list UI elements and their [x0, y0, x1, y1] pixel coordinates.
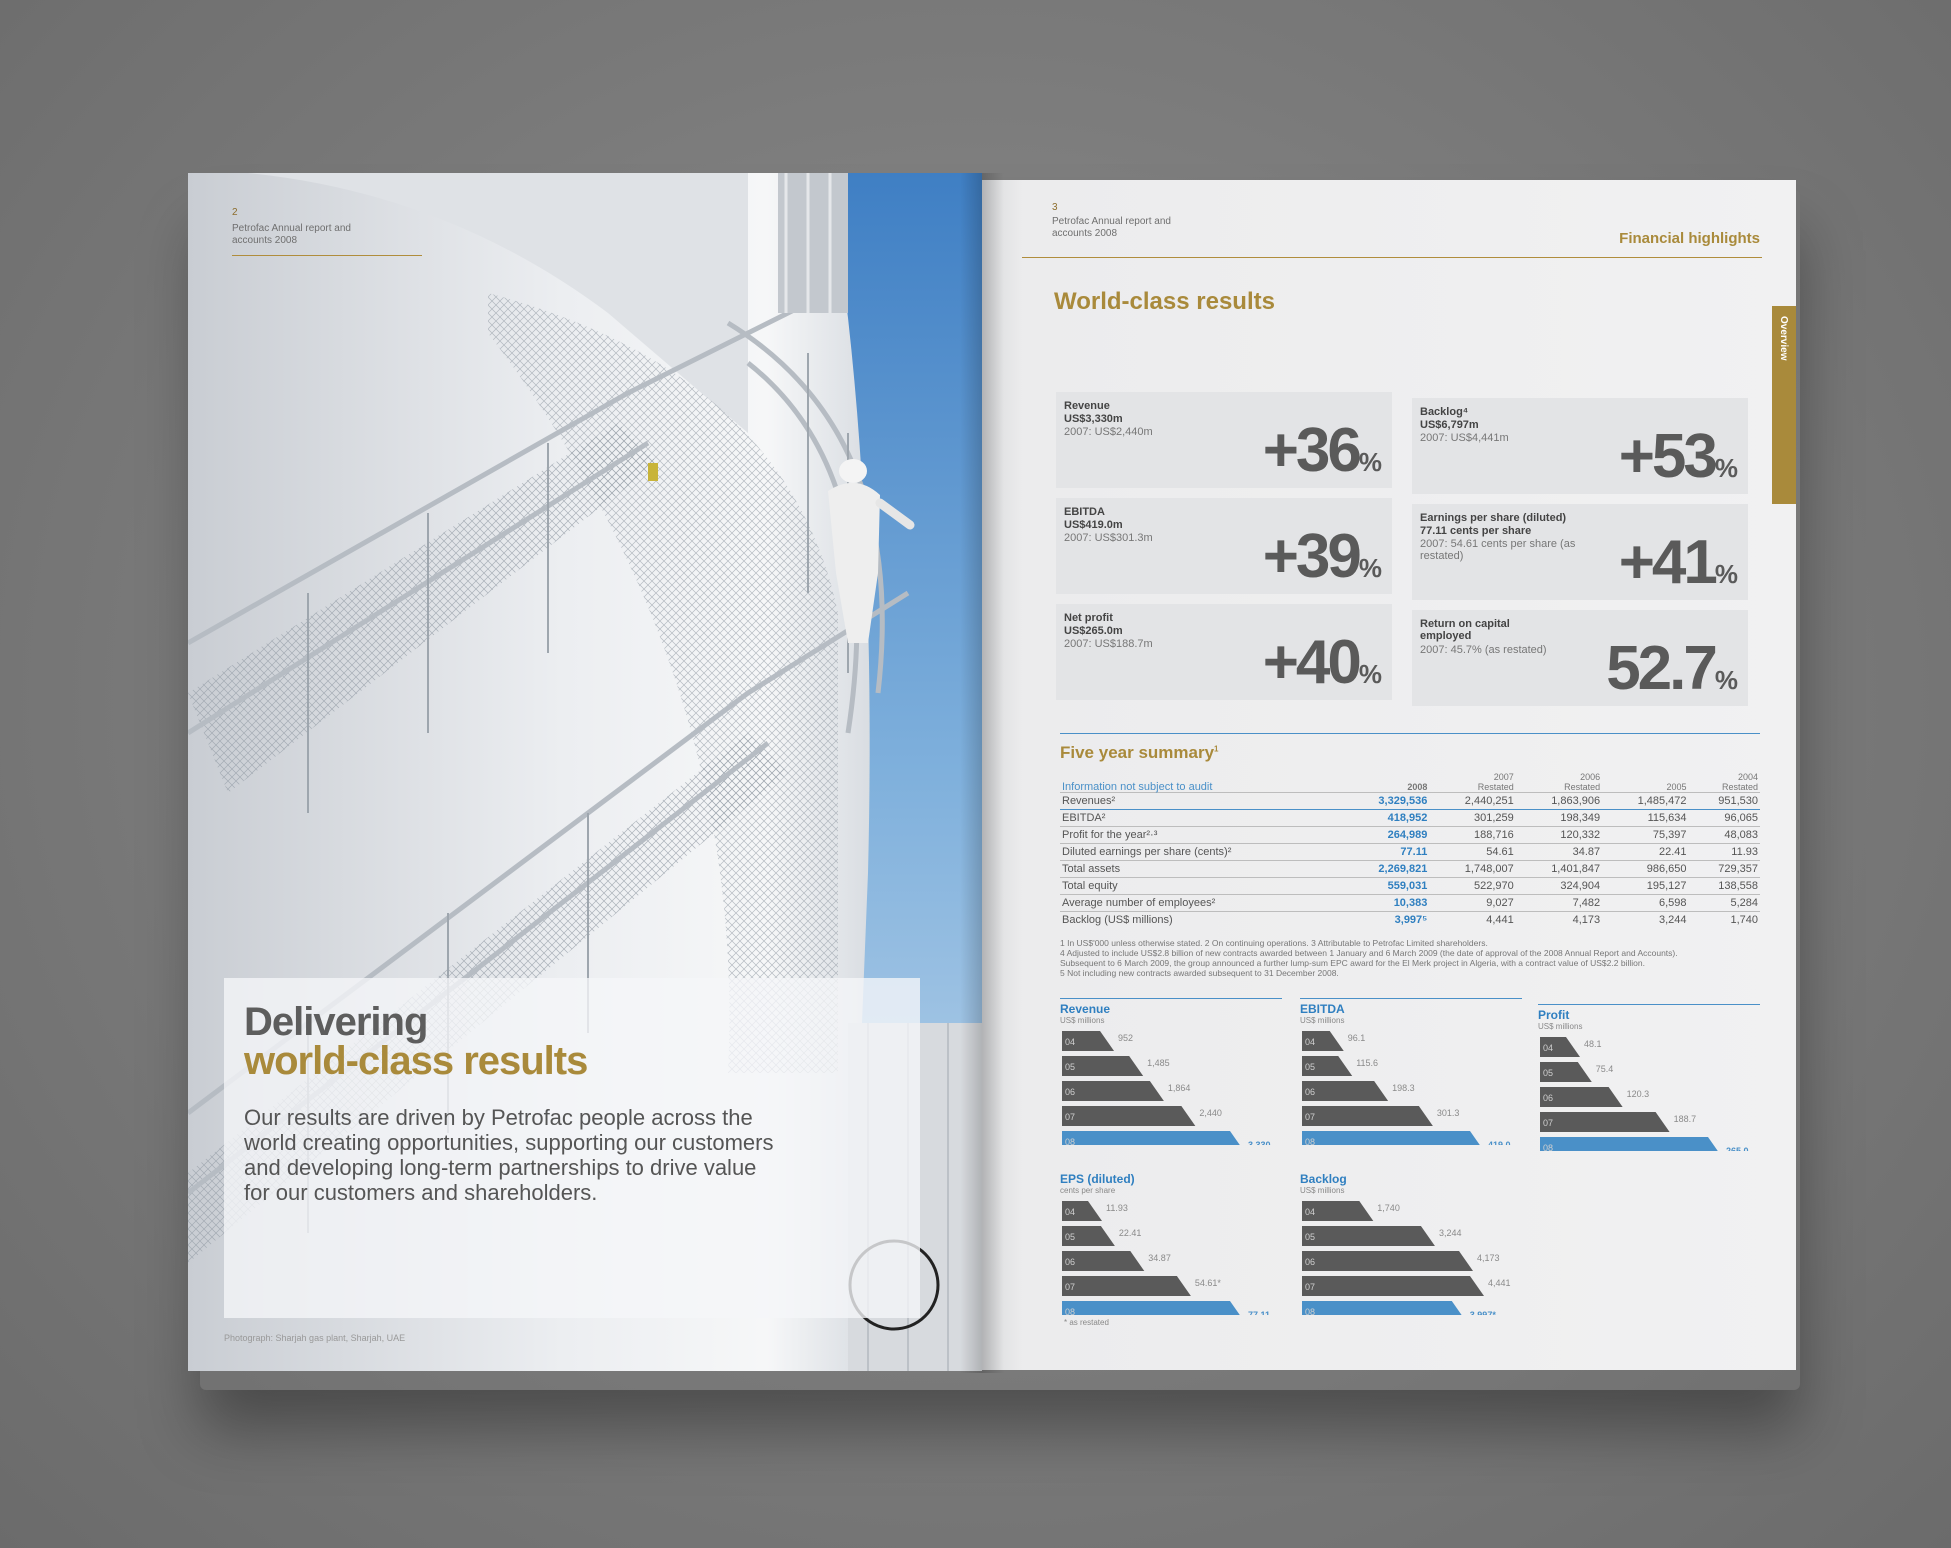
chart-category-label: 05: [1543, 1068, 1554, 1078]
table-cell: 2,269,821: [1343, 861, 1429, 878]
five-year-title: Five year summary$^1$: [1060, 743, 1219, 762]
chart-category-label: 05: [1065, 1232, 1076, 1242]
chart-value-label: 2,440: [1199, 1108, 1222, 1118]
chart-value-label: 115.6: [1356, 1058, 1379, 1068]
chart-category-label: 08: [1065, 1137, 1076, 1145]
table-row: [1060, 861, 1760, 878]
chart-unit: US$ millions: [1300, 1186, 1345, 1195]
chart-value-label: 120.3: [1626, 1089, 1650, 1099]
section-tab-label: Overview: [1778, 316, 1789, 361]
table-cell: 986,650: [1602, 861, 1688, 878]
table-cell: 1,748,007: [1429, 861, 1515, 878]
chart-value-label: 1,485: [1147, 1058, 1170, 1068]
table-cell: 1,401,847: [1516, 861, 1602, 878]
table-cell: 5,284: [1689, 895, 1760, 912]
header-rule: [1022, 257, 1762, 258]
chart-bar: [1062, 1081, 1164, 1101]
table-cell: 75,397: [1602, 827, 1688, 844]
chart-value-label: 22.41: [1118, 1228, 1142, 1238]
table-cell: 951,530: [1689, 793, 1760, 810]
chart-category-label: 08: [1065, 1307, 1076, 1315]
footnote: 5 Not including new contracts awarded subsequent to 31 December 2008.: [1060, 968, 1339, 978]
kpi-label: Return on capital employed: [1420, 618, 1510, 642]
chart-profit-plot: [1538, 1031, 1768, 1151]
kpi-prior: 2007: US$2,440m: [1064, 426, 1153, 438]
chart-value-label: 265.0: [1726, 1146, 1749, 1151]
chart-category-label: 06: [1305, 1087, 1316, 1097]
chart-bar: [1302, 1251, 1473, 1271]
chart-value-label: 1,864: [1167, 1083, 1191, 1093]
kpi-value: US$6,797m: [1420, 419, 1479, 431]
table-row: [1060, 810, 1760, 827]
chart-category-label: 06: [1065, 1087, 1076, 1097]
right-page: [982, 180, 1796, 1370]
chart-category-label: 07: [1543, 1118, 1554, 1128]
chart-value-label: 48.1: [1584, 1039, 1602, 1049]
table-cell: 96,065: [1689, 810, 1760, 827]
chart-value-label: 75.4: [1595, 1064, 1614, 1074]
chart-category-label: 05: [1305, 1232, 1316, 1242]
footnote: 1 In US$'000 unless otherwise stated. 2 On continuing operations. 3 Attributable to Petrofac Limited shareholders.: [1060, 938, 1488, 948]
kpi-change: +40%: [1262, 628, 1382, 697]
table-cell: 4,173: [1516, 912, 1602, 929]
page-title-line2: world-class results: [244, 1039, 588, 1083]
chart-title: EPS (diluted): [1060, 1172, 1135, 1186]
table-cell: 264,989: [1343, 827, 1429, 844]
left-page: [188, 173, 982, 1371]
table-cell: 48,083: [1689, 827, 1760, 844]
chart-backlog: [1300, 1172, 1530, 1320]
table-row: [1060, 912, 1760, 929]
chart-value-label: 54.61*: [1194, 1278, 1221, 1288]
kpi-roce: [1412, 610, 1748, 706]
chart-bar: [1302, 1106, 1433, 1126]
chart-bar: [1540, 1112, 1670, 1132]
table-cell: 3,997⁵: [1343, 912, 1429, 929]
chart-category-label: 04: [1065, 1037, 1076, 1047]
chart-value-label: 11.93: [1106, 1203, 1128, 1213]
kpi-prior: 2007: US$4,441m: [1420, 432, 1509, 444]
chart-bar: [1062, 1106, 1195, 1126]
column-header: 2005: [1666, 782, 1687, 792]
chart-title: Backlog: [1300, 1172, 1347, 1186]
table-cell: 6,598: [1602, 895, 1688, 912]
chart-unit: cents per share: [1060, 1186, 1116, 1195]
chart-category-label: 07: [1305, 1282, 1316, 1292]
chart-title: Revenue: [1060, 1002, 1111, 1016]
chart-value-label: 77.11: [1248, 1310, 1271, 1315]
photo-caption: Photograph: Sharjah gas plant, Sharjah, UAE: [224, 1333, 406, 1343]
chart-bar: [1540, 1137, 1722, 1151]
kpi-change: 52.7%: [1606, 634, 1738, 703]
column-header: 2006 Restated: [1564, 772, 1601, 792]
chart-value-label: 419.0: [1488, 1140, 1511, 1145]
table-cell: 418,952: [1343, 810, 1429, 827]
chart-category-label: 04: [1305, 1207, 1316, 1217]
chart-category-label: 08: [1305, 1137, 1316, 1145]
kpi-eps: [1412, 504, 1748, 600]
table-row: [1060, 793, 1760, 810]
table-cell: 7,482: [1516, 895, 1602, 912]
chart-category-label: 07: [1065, 1112, 1076, 1122]
table-cell: 10,383: [1343, 895, 1429, 912]
kpi-label: Earnings per share (diluted): [1420, 512, 1567, 524]
section-tab: [1772, 306, 1796, 504]
table-cell: 11.93: [1689, 844, 1760, 861]
chart-category-label: 08: [1543, 1143, 1554, 1151]
row-label: Backlog (US$ millions): [1060, 912, 1343, 929]
page-number: 2: [232, 207, 238, 218]
kpi-backlog: [1412, 398, 1748, 494]
chart-unit: US$ millions: [1060, 1016, 1105, 1025]
table-cell: 1,863,906: [1516, 793, 1602, 810]
table-cell: 324,904: [1516, 878, 1602, 895]
kpi-prior: 2007: 45.7% (as restated): [1420, 644, 1547, 656]
table-cell: 34.87: [1516, 844, 1602, 861]
kpi-value: US$265.0m: [1064, 625, 1123, 637]
kpi-net-profit: [1056, 604, 1392, 700]
row-label: Revenues²: [1060, 793, 1343, 810]
table-footnotes: [1060, 938, 1780, 978]
chart-ebitda: [1300, 1002, 1530, 1150]
table-cell: 198,349: [1516, 810, 1602, 827]
kpi-prior: 2007: 54.61 cents per share (as restated): [1420, 538, 1576, 562]
table-cell: 9,027: [1429, 895, 1515, 912]
chart-title: Profit: [1538, 1008, 1570, 1022]
table-cell: 2,440,251: [1429, 793, 1515, 810]
chart-category-label: 06: [1305, 1257, 1316, 1267]
table-cell: 3,244: [1602, 912, 1688, 929]
table-cell: 559,031: [1343, 878, 1429, 895]
column-header: 2007 Restated: [1477, 772, 1514, 792]
table-cell: 120,332: [1516, 827, 1602, 844]
kpi-revenue: [1056, 392, 1392, 488]
table-cell: 729,357: [1689, 861, 1760, 878]
table-cell: 54.61: [1429, 844, 1515, 861]
table-cell: 1,485,472: [1602, 793, 1688, 810]
chart-bar: [1302, 1276, 1484, 1296]
kpi-value: US$419.0m: [1064, 519, 1123, 531]
chart-category-label: 07: [1305, 1112, 1316, 1122]
chart-category-label: 05: [1305, 1062, 1316, 1072]
table-cell: 301,259: [1429, 810, 1515, 827]
table-row: [1060, 844, 1760, 861]
page-heading: World-class results: [1054, 288, 1275, 315]
column-header: 2004 Restated: [1721, 772, 1758, 792]
intro-paragraph: Our results are driven by Petrofac people across the world creating opportunities, supporting our customers and developing long-term partnerships to drive value for our customers and shareholders.: [244, 1105, 774, 1205]
header-rule: [232, 255, 422, 256]
row-label: EBITDA²: [1060, 810, 1343, 827]
kpi-label: Backlog⁴: [1420, 406, 1469, 418]
chart-value-label: 301.3: [1436, 1108, 1460, 1118]
chart-category-label: 04: [1305, 1037, 1316, 1047]
table-header-row: [1060, 768, 1760, 793]
footnote: Subsequent to 6 March 2009, the group announced a further lump-sum EPC award for the El Merk project in Algeria, with a contract value of US$2.2 billion.: [1060, 958, 1645, 968]
chart-value-label: 4,173: [1477, 1253, 1500, 1263]
kpi-label: Revenue: [1064, 400, 1110, 412]
kpi-value: US$3,330m: [1064, 413, 1123, 425]
chart-eps-plot: [1060, 1195, 1290, 1315]
chart-category-label: 08: [1305, 1307, 1316, 1315]
chart-category-label: 06: [1065, 1257, 1076, 1267]
chart-profit: [1538, 1008, 1768, 1156]
table-subtitle: Information not subject to audit: [1062, 781, 1213, 793]
chart-bar: [1302, 1301, 1466, 1315]
table-cell: 3,329,536: [1343, 793, 1429, 810]
table-cell: 195,127: [1602, 878, 1688, 895]
running-head: Petrofac Annual report and accounts 2008: [232, 223, 351, 246]
chart-bar: [1062, 1131, 1244, 1145]
chart-bar: [1062, 1301, 1244, 1315]
page-title-line1: Delivering: [244, 1000, 428, 1044]
chart-eps: [1060, 1172, 1290, 1327]
chart-ebitda-plot: [1300, 1025, 1530, 1145]
row-label: Average number of employees²: [1060, 895, 1343, 912]
kpi-label: EBITDA: [1064, 506, 1105, 518]
kpi-change: +36%: [1262, 416, 1382, 485]
kpi-prior: 2007: US$188.7m: [1064, 638, 1153, 650]
chart-value-label: 3,244: [1438, 1228, 1462, 1238]
kpi-change: +41%: [1618, 528, 1738, 597]
kpi-change: +53%: [1618, 422, 1738, 491]
kpi-value: 77.11 cents per share: [1420, 525, 1532, 537]
chart-category-label: 07: [1065, 1282, 1076, 1292]
chart-unit: US$ millions: [1300, 1016, 1345, 1025]
chart-value-label: 188.7: [1673, 1114, 1697, 1124]
chart-category-label: 06: [1543, 1093, 1554, 1103]
chart-bar: [1302, 1226, 1435, 1246]
table-cell: 188,716: [1429, 827, 1515, 844]
chart-value-label: 3,997*: [1469, 1310, 1496, 1315]
row-label: Total equity: [1060, 878, 1343, 895]
section-title: Financial highlights: [1619, 230, 1760, 247]
row-label: Diluted earnings per share (cents)²: [1060, 844, 1343, 861]
kpi-change: +39%: [1262, 522, 1382, 591]
five-year-table: [1060, 768, 1760, 928]
kpi-ebitda: [1056, 498, 1392, 594]
chart-category-label: 05: [1065, 1062, 1076, 1072]
chart-bar: [1062, 1276, 1191, 1296]
table-cell: 1,740: [1689, 912, 1760, 929]
chart-category-label: 04: [1543, 1043, 1554, 1053]
chart-backlog-plot: [1300, 1195, 1530, 1315]
running-head: Petrofac Annual report and accounts 2008: [1052, 216, 1171, 239]
kpi-prior: 2007: US$301.3m: [1064, 532, 1153, 544]
chart-note: * as restated: [1064, 1318, 1109, 1327]
table-cell: 22.41: [1602, 844, 1688, 861]
chart-revenue: [1060, 1002, 1290, 1150]
table-cell: 138,558: [1689, 878, 1760, 895]
table-row: [1060, 895, 1760, 912]
chart-revenue-plot: [1060, 1025, 1290, 1145]
table-row: [1060, 827, 1760, 844]
table-cell: 77.11: [1343, 844, 1429, 861]
chart-value-label: 3,330: [1248, 1140, 1271, 1145]
chart-value-label: 4,441: [1488, 1278, 1511, 1288]
column-header: 2008: [1407, 782, 1428, 792]
chart-value-label: 96.1: [1347, 1033, 1366, 1043]
chart-value-label: 198.3: [1392, 1083, 1415, 1093]
five-year-rule: [1060, 733, 1760, 734]
table-cell: 522,970: [1429, 878, 1515, 895]
chart-category-label: 04: [1065, 1207, 1076, 1217]
chart-title: EBITDA: [1300, 1002, 1345, 1016]
table-row: [1060, 878, 1760, 895]
chart-value-label: 1,740: [1377, 1203, 1400, 1213]
chart-value-label: 34.87: [1148, 1253, 1171, 1263]
table-cell: 4,441: [1429, 912, 1515, 929]
kpi-label: Net profit: [1064, 612, 1113, 624]
chart-unit: US$ millions: [1538, 1022, 1583, 1031]
footnote: 4 Adjusted to include US$2.8 billion of new contracts awarded between 1 January and 6 March 2009 (the date of approval of the 2008 Annual Report and Accounts).: [1060, 948, 1678, 958]
row-label: Total assets: [1060, 861, 1343, 878]
chart-bar: [1302, 1131, 1484, 1145]
page-number: 3: [1052, 202, 1058, 213]
chart-value-label: 952: [1118, 1033, 1134, 1043]
row-label: Profit for the year²·³: [1060, 827, 1343, 844]
table-cell: 115,634: [1602, 810, 1688, 827]
